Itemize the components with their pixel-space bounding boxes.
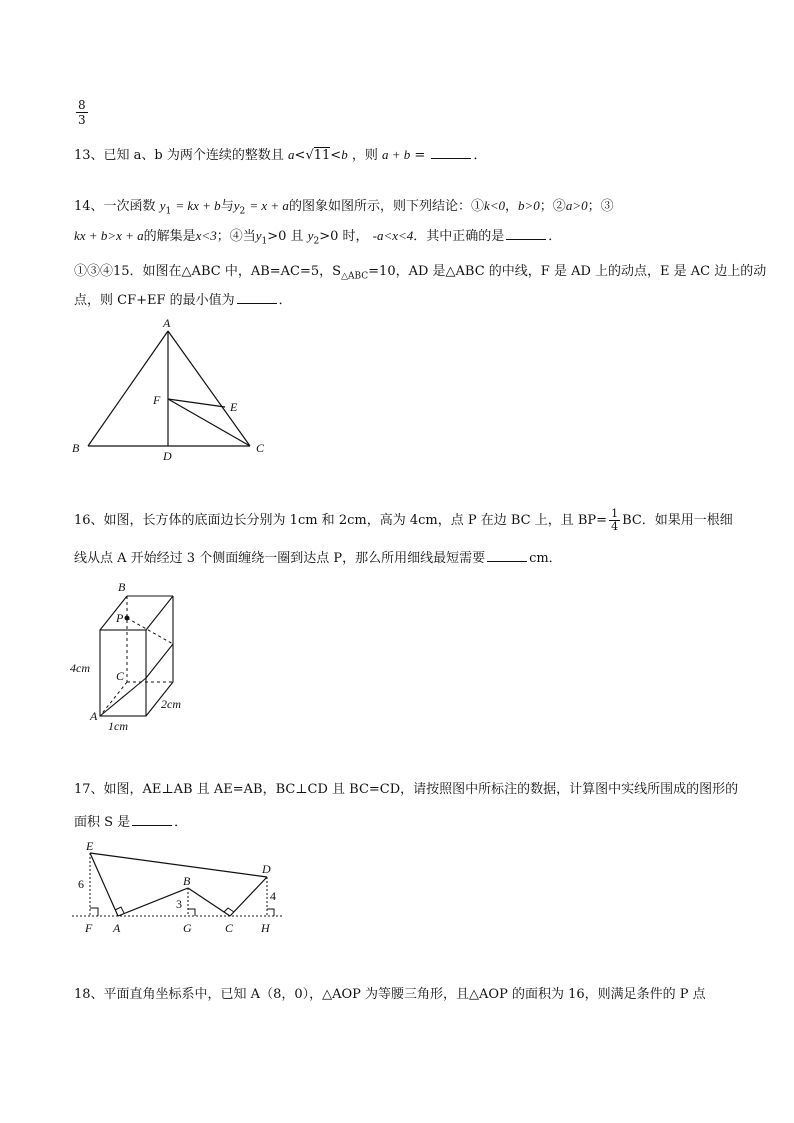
q12-answer-fraction <box>74 98 90 127</box>
q17-label-e: E <box>86 840 94 853</box>
q16-label-width-2: 2cm <box>161 697 181 711</box>
q17-right-angle-c <box>224 908 234 912</box>
q15-label-e: E <box>230 400 238 414</box>
q16-label-c: C <box>116 669 125 683</box>
q17-label-a: A <box>113 921 121 935</box>
q17-label-c: C <box>225 921 234 935</box>
question-14-line-2: kx + b>x + a的解集是x<3；④当$y_1>0$ 且 $y_2>0$ 时， -a<x<4．其中正确的是 ． <box>74 228 562 247</box>
q16-string-2 <box>146 644 173 678</box>
q17-segment-ea <box>90 853 118 916</box>
q16-label-b: B <box>118 580 126 594</box>
q13-answer-blank <box>431 146 471 159</box>
q17-right-angle-h <box>267 909 274 916</box>
q12-answer-numerator: 8 <box>78 98 86 112</box>
question-16-line-2: 线从点 A 开始经过 3 个侧面缠绕一圈到达点 P，那么所用细线最短需要 cm． <box>74 551 562 566</box>
question-16-line-1: 16、如图，长方体的底面边长分别为 1cm 和 2cm，高为 4cm，点 P 在边 BC 上，且 BP= $\frac{1}{4}$ BC．如果用一根细 <box>74 507 733 533</box>
question-15-line-1: ①③④15．如图在△ABC 中，AB=AC=5，$S_{\triangle ABC}=10$，AD 是△ABC 的中线，F 是 AD 上的动点，E 是 AC 边上的动 <box>74 264 767 282</box>
q17-label-d: D <box>262 862 271 876</box>
question-18-line-1: 18、平面直角坐标系中，已知 A（8，0），△AOP 为等腰三角形，且△AOP 的面积为 16，则满足条件的 P 点 <box>74 987 706 1002</box>
q17-label-f: F <box>85 921 93 935</box>
q15-label-a: A <box>163 316 171 330</box>
q14-answer-blank <box>506 227 546 240</box>
q15-label-f: F <box>153 393 161 407</box>
q17-right-angle-f <box>90 908 98 916</box>
q17-label-g: G <box>183 921 192 935</box>
q16-label-height: 4cm <box>70 661 90 675</box>
q15-answer-blank <box>237 291 277 304</box>
question-14-line-1: 14、一次函数 $y_1$ = kx + b与$y_2 = x + a$的图象如图所示，则下列结论：①k<0，b>0；②a>0；③ <box>74 198 614 217</box>
q16-fraction: $\frac{1}{4}$ <box>611 507 619 533</box>
q16-point-p <box>125 616 130 621</box>
q16-string-1 <box>100 678 146 716</box>
q15-label-d: D <box>163 449 172 463</box>
q15-segment-ac <box>168 331 250 446</box>
q17-right-angle-g <box>188 909 195 916</box>
q17-label-h: H <box>261 921 270 935</box>
question-15-line-2: 点，则 CF+EF 的最小值为 ． <box>74 293 292 308</box>
q16-label-width-1: 1cm <box>108 719 128 733</box>
q15-segment-ab <box>88 331 168 446</box>
q17-label-b: B <box>183 874 191 888</box>
q17-label-6: 6 <box>78 877 84 891</box>
q17-figure <box>70 840 290 940</box>
question-13: 13、已知 a、b 为两个连续的整数且 a<√11<b ，则 a + b = ． <box>74 147 487 163</box>
q15-label-c: C <box>256 441 265 455</box>
q17-segment-ed <box>90 853 267 877</box>
q15-triangle-figure <box>60 315 280 465</box>
q17-segment-bc <box>188 888 230 916</box>
question-17-line-2: 面积 S 是 ． <box>74 815 188 830</box>
q16-top-edge-2 <box>146 596 173 630</box>
q15-segment-fc <box>168 399 250 446</box>
q16-hidden-string <box>127 618 173 644</box>
q12-answer-denominator: 3 <box>78 113 86 127</box>
q17-label-4: 4 <box>270 889 276 903</box>
q16-label-p: P <box>116 611 124 625</box>
q15-segment-fe <box>168 399 225 407</box>
q15-label-b: B <box>72 441 80 455</box>
q16-label-a: A <box>90 709 98 723</box>
question-17-line-1: 17、如图，AE⊥AB 且 AE=AB，BC⊥CD 且 BC=CD，请按照图中所标注的数据，计算图中实线所围成的图形的 <box>74 782 739 797</box>
q17-label-3: 3 <box>176 897 182 911</box>
q17-answer-blank <box>132 813 172 826</box>
q16-hidden-edge-c-a <box>100 682 127 716</box>
q16-answer-blank <box>487 549 527 562</box>
q16-cuboid-figure <box>68 578 198 733</box>
q17-segment-cd <box>230 877 267 916</box>
